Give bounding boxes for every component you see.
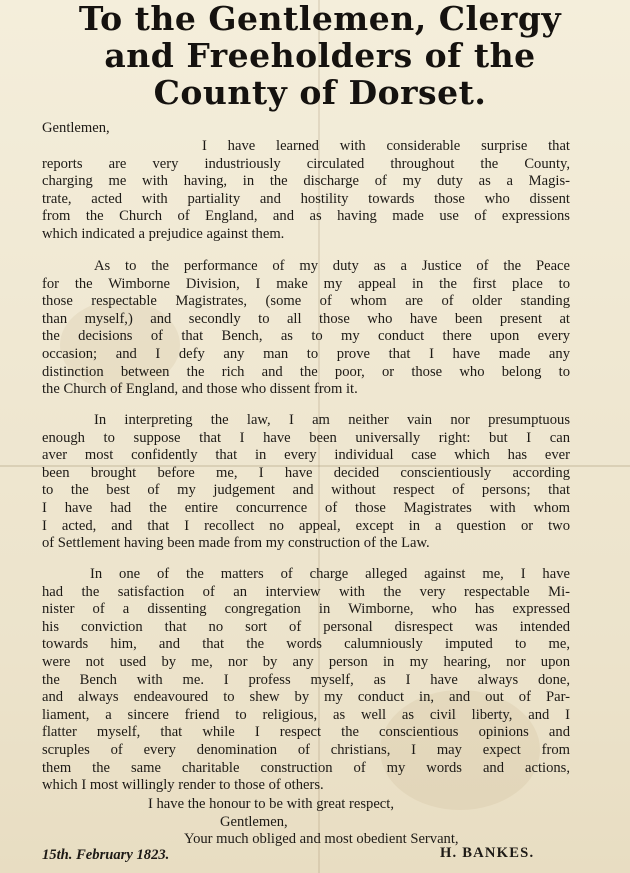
text-line: the Bench with me. I profess myself, as I have always done, (42, 671, 570, 688)
paragraph-2 (42, 258, 570, 399)
text-line: As to the performance of my duty as a Justice of the Peace (94, 258, 570, 274)
text-line: flatter myself, that while I respect the conscientious opinions and (42, 724, 570, 741)
page-title (20, 0, 620, 111)
text-line: reports are very industriously circulated throughout the County, (42, 155, 570, 172)
signature: H. BANKES. (440, 845, 535, 861)
paragraph-4 (42, 566, 570, 795)
text-line: the Church of England, and those who dissent from it. (42, 381, 358, 398)
text-line: were not used by me, nor by any person in my hearing, nor upon (42, 653, 570, 670)
text-line: had the satisfaction of an interview with the very respectable Mi- (42, 583, 570, 600)
text-line: towards him, and that the words calumniously imputed to me, (42, 636, 570, 653)
closing-line: Gentlemen, (220, 813, 288, 830)
closing-line: Your much obliged and most obedient Servant, (184, 831, 459, 847)
text-line: trate, acted with partiality and hostility towards those who dissent (42, 190, 570, 207)
date (42, 847, 169, 864)
text-line: In interpreting the law, I am neither vain nor presumptuous (94, 412, 570, 428)
text-line: nister of a dissenting congregation in Wimborne, who has expressed (42, 601, 570, 618)
title-line-2: and Freeholders of the (104, 36, 536, 75)
text-line: I have had the entire concurrence of those Magistrates with whom (42, 499, 570, 516)
text-line: liament, a sincere friend to religious, as well as civil liberty, and I (42, 706, 570, 723)
title-line-1: To the Gentlemen, Clergy (78, 0, 562, 38)
text-line: occasion; and I defy any man to prove that I have made any (42, 345, 570, 362)
text-line: which indicated a prejudice against them. (42, 225, 285, 242)
text-line: of Settlement having been made from my construction of the Law. (42, 535, 430, 552)
text-line: for the Wimborne Division, I make my appeal in the first place to (42, 275, 570, 292)
text-line: been brought before me, I have decided conscientiously according (42, 464, 570, 481)
text-line: charging me with having, in the discharge of my duty as a Magis- (42, 173, 570, 190)
text-line: the decisions of that Bench, as to my conduct there upon every (42, 328, 570, 345)
text-line: from the Church of England, and as having made use of expressions (42, 208, 570, 225)
text-line: them the same charitable construction of my words and actions, (42, 759, 570, 776)
paragraph-1 (42, 138, 570, 244)
text-line: I have learned with considerable surprise that (202, 138, 570, 154)
title-line-3: County of Dorset. (153, 73, 487, 112)
closing-line: I have the honour to be with great respect, (148, 796, 394, 812)
text-line: In one of the matters of charge alleged against me, I have (90, 566, 570, 582)
text-line: than myself,) and secondly to all those who have been present at (42, 310, 570, 327)
closing-block (42, 796, 570, 831)
text-line: which I most willingly render to those of others. (42, 777, 324, 794)
text-line: scruples of every denomination of christians, I may expect from (42, 741, 570, 758)
date-day: 15th. (42, 847, 73, 863)
paragraph-3 (42, 412, 570, 553)
text-line: aver most confidently that in every individual case which has ever (42, 447, 570, 464)
text-line: I acted, and that I recollect no appeal, except in a question or two (42, 517, 570, 534)
text-line: distinction between the rich and the poor, or those who belong to (42, 363, 570, 380)
text-line: and always endeavoured to shew by my conduct in, and out of Par- (42, 689, 570, 706)
text-line: enough to suppose that I have been universally right: but I can (42, 429, 570, 446)
text-line: those respectable Magistrates, (some of whom are of older standing (42, 293, 570, 310)
date-rest: February 1823. (76, 847, 170, 863)
text-line: to the best of my judgement and without respect of persons; that (42, 482, 570, 499)
salutation: Gentlemen, (42, 120, 110, 136)
text-line: his conviction that no sort of personal disrespect was intended (42, 618, 570, 635)
